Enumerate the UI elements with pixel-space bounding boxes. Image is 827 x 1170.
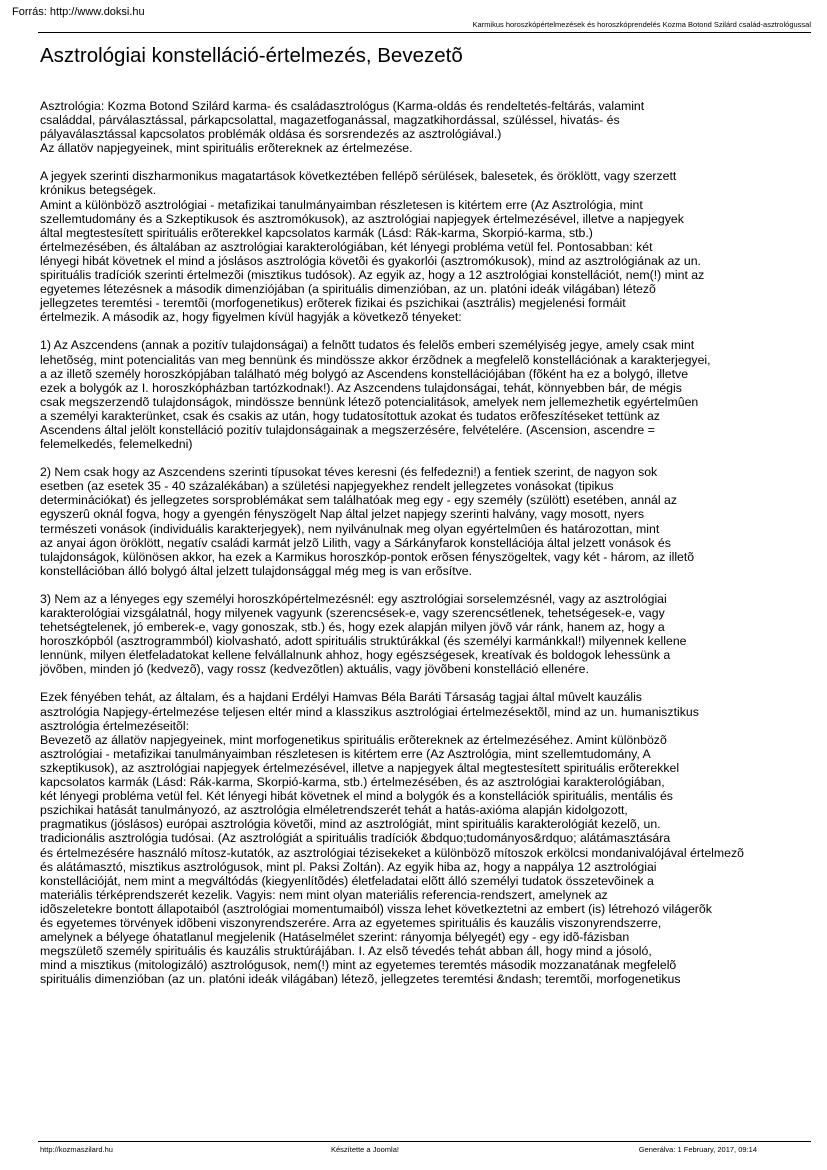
problems-paragraph: A jegyek szerinti diszharmonikus magatartások következtében fellépõ sérülések, balesetek, és öröklött, vagy szerzett krónikus betegségek. Amint a különbözõ asztrológiai - metafizikai tanulmányaimban részletesen is kitértem erre (Az Asztrológia, mint szellemtudomány és a Szkeptikusok és asztromókusok), az asztrológiai napjegyek értelmezésével, illetve a napjegyek által megtestesített spirituális erõterekkel kapcsolatos karmák (Lásd: Rák-karma, Skorpió-karma, stb.) értelmezésében, és általában az asztrológiai karakterológiában, két lényegi probléma vetül fel. Pontosabban: két lényegi hibát követnek el mind a jóslásos asztrológia követõi és gyakorlói (asztromókusok), mind az asztrológiának az un. spirituális tradíciók szerinti értelmezõi (misztikus tudósok). Az egyik az, hogy a 12 asztrológiai konstellációt, nem(!) mint az egyetemes létezésnek a második dimenziójában (a spirituális dimenzióban, az un. platóni ideák világában) létezõ jellegzetes teremtési - teremtõi (morfogenetikus) erõterek fizikai és pszichikai (asztrális) megjelenési formáit értelmezik. A második az, hogy figyelmen kívül hagyják a következõ tényeket:	[40, 169, 705, 325]
page-title: Asztrológiai konstelláció-értelmezés, Bevezetõ	[40, 44, 463, 67]
article-body	[40, 99, 824, 986]
document-header: Karmikus horoszkópértelmezések és horoszkóprendelés Kozma Botond Szilárd család-asztrológussal	[472, 20, 811, 29]
conclusion-paragraph: Ezek fényében tehát, az általam, és a hajdani Erdélyi Hamvas Béla Baráti Társaság tagjai által mûvelt kauzális asztrológia Napjegy-értelmezése teljesen eltér mind a klasszikus asztrológiai értelmezésektõl, mind az un. humanisztikus asztrológia értelmezéseitõl: Bevezetõ az állatöv napjegyeinek, mint morfogenetikus spirituális erõtereknek az értelmezéséhez. Amint különbözõ asztrológiai - metafizikai tanulmányaimban részletesen is kitértem erre (Az Asztrológia, mint szellemtudomány, A szkeptikusok), az asztrológiai napjegyek értelmezésével, illetve a napjegyek által megtestesített spirituális erõterekkel kapcsolatos karmák (Lásd: Rák-karma, Skorpió-karma, stb.) értelmezésében, és az asztrológiai karakterológiában, két lényegi probléma vetül fel. Két lényegi hibát követnek el mind a bolygók és a konstellációk spirituális, mentális és pszichikai hatását tanulmányozó, az asztrológia elméletrendszerét tehát a hatás-axióma alapján kidolgozott, pragmatikus (jóslásos) európai asztrológia követõi, mind az asztrológiát, mint spirituális karakterológiát kezelõ, un. tradicionális asztrológia tudósai. (Az asztrológiát a spirituális tradíciók &bdquo;tudományos&rdquo; alátámasztására és értelmezésére használó mítosz-kutatók, az asztrológiai tézisekeket a különbözõ mítoszok erkölcsi mondanivalójával értelmezõ és alátámasztó, misztikus asztrológusok, mint pl. Paksi Zoltán). Az egyik hiba az, hogy a nappálya 12 asztrológiai konstellációját, nem mint a megváltódás (kiegyenlítõdés) életfeladatai elõtt álló személyi tudatok összetevõinek a materiális térképrendszerét kezelik. Vagyis: nem mint olyan materiális referencia-rendszert, amelynek az idõszeletekre bontott állapotaiból (asztrológiai momentumaiból) vissza lehet következtetni az embert (is) létrehozó világerõk és egyetemes törvények idõbeni viszonyrendszerére. Arra az egyetemes spirituális és kauzális viszonyrendszerre, amelynek a bélyege óhatatlanul megjelenik (Hatáselmélet szerint: rányomja bélyegét) egy - egy idõ-fázisban megszületõ személy spirituális és kauzális struktúrájában. I. Az elsõ tévedés tehát abban áll, hogy mind a jósoló, mind a misztikus (mitologizáló) asztrológusok, nem(!) mint az egyetemes teremtés második mozzanatának megfelelõ spirituális dimenzióban (az un. platóni ideák világában) létezõ, jellegzetes teremtési &ndash; teremtõi, morfogenetikus	[40, 690, 744, 987]
point-3-paragraph: 3) Nem az a lényeges egy személyi horoszkópértelmezésnél: egy asztrológiai sorselemzésnél, vagy az asztrológiai karakterológiai vizsgálatnál, hogy milyenek vagyunk (szerencsések-e, vagy szerencsétlenek, tehetségesek-e, vagy tehetségtelenek, jó emberek-e, vagy gonoszak, stb.) és, hogy ezek alapján milyen jövõ vár ránk, hanem az, hogy a horoszkópból (asztrogrammból) kiolvasható, adott spirituális struktúrákkal (és személyi karmánkkal!) milyennek kellene lennünk, milyen életfeladatokat kellene felvállalnunk ahhoz, hogy egészségesek, kreatívak és boldogok lehessünk a jövõben, minden jó (kedvezõ), vagy rossz (kedvezõtlen) aktuális, vagy jövõbeni konstelláció ellenére.	[40, 591, 687, 677]
footer-generated-date: Generálva: 1 February, 2017, 09:14	[638, 1145, 757, 1154]
footer-divider	[38, 1141, 811, 1142]
point-1-paragraph: 1) Az Aszcendens (annak a pozitív tulajdonságai) a felnõtt tudatos és felelõs emberi személyiség jegye, amely csak mint lehetõség, mint potencialitás van meg bennünk és mindössze akkor érzõdnek a megfelelõ konstellációnak a karakterjegyei, a az illetõ személy horoszkópjában található még bolygó az Ascendens konstellációjában (fõként ha ez a bolygó, illetve ezek a bolygók az I. horoszkópházban tartózkodnak!). Az Aszcendens tulajdonságai, tehát, könnyebben bár, de mégis csak megszerzendõ tulajdonságok, mindössze bennünk létezõ potencialitások, amelyek nem jellemezhetik egyértelmûen a személyi karakterünket, csak és csakis az után, hogy tudatosítottuk azokat és tudatos erõfeszítéseket tettünk az Ascendens által jelölt konstelláció pozitív tulajdonságainak a megszerzésére, felvételére. (Ascension, ascendre = felemelkedés, felemelkedni)	[40, 338, 711, 452]
footer-site-link[interactable]: http://kozmaszilard.hu	[40, 1145, 113, 1154]
paragraph-gap	[40, 676, 824, 690]
intro-paragraph: Asztrológia: Kozma Botond Szilárd karma- és családasztrológus (Karma-oldás és rendeltetés-feltárás, valamint családdal, párválasztással, párkapcsolattal, magazetfoganással, magzatkihordással, szüléssel, hivatás- és pályaválasztással kapcsolatos problémák oldása és sorsrendezés az asztrológiával.) Az állatöv napjegyeinek, mint spirituális erõtereknek az értelmezése.	[40, 99, 645, 156]
footer-credit: Készítette a Joomla!	[331, 1145, 399, 1154]
paragraph-gap	[40, 155, 824, 169]
paragraph-gap	[40, 451, 824, 465]
source-label: Forrás: http://www.doksi.hu	[12, 6, 145, 18]
paragraph-gap	[40, 578, 824, 592]
point-2-paragraph: 2) Nem csak hogy az Aszcendens szerinti típusokat téves keresni (és felfedezni!) a fentiek szerint, de nagyon sok esetben (az esetek 35 - 40 százalékában) a születési napjegyekhez rendelt jellegzetes vonásokat (tipikus determinációkat) és jellegzetes sorsproblémákat sem találhatóak meg egy - egy személy (szülött) esetében, annál az egyszerû oknál fogva, hogy a gyengén fényszögelt Nap által jelzet napjegy szerinti halvány, vagy mosott, nyers természeti vonások (individuális karakterjegyek), nem nyilvánulnak meg olyan egyértelmûen és határozottan, mint az anyai ágon öröklött, negatív családi karmát jelzõ Lilith, vagy a Sárkányfarok konstellációja által jelzett vonások és tulajdonságok, különösen akkor, ha ezek a Karmikus horoszkóp-pontok erõsen fényszögeltek, vagy két - három, az illetõ konstellációban álló bolygó által jelzett tulajdonsággal még meg is van erõsítve.	[40, 465, 695, 578]
header-divider	[38, 32, 811, 33]
paragraph-gap	[40, 324, 824, 338]
